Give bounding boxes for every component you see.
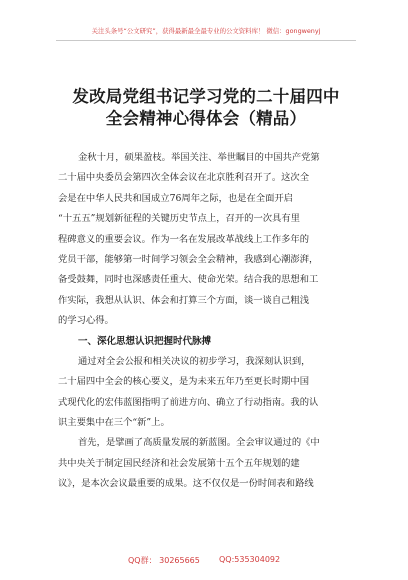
body-text-line: 识主要集中在三个“新”上。 (58, 417, 170, 429)
body-text-line: 共中央关于制定国民经济和社会发展第十五个五年规划的建 (58, 457, 300, 469)
body-text-line: 备受鼓舞，同时也深感责任重大、使命光荣。结合我的思想和工 (58, 274, 319, 286)
body-text-line: 程碑意义的重要会议。作为一名在发展改革战线上工作多年的 (58, 233, 310, 245)
section-heading: 一、深化思想认识把握时代脉搏 (78, 335, 212, 347)
footer-qq-contact: QQ:535304092 (219, 555, 281, 564)
body-text-line: 二十届四中全会的核心要义，是为未来五年乃至更长时期中国 (58, 376, 310, 388)
body-text-line: 党员干部，能够第一时间学习领会全会精神，我感到心潮澎湃， (58, 253, 319, 265)
body-text-line: 通过对全会公报和相关决议的初步学习，我深刻认识到， (78, 355, 311, 367)
document-body (58, 148, 358, 495)
body-text-line: 二十届中央委员会第四次全体会议在北京胜利召开了。这次全 (58, 172, 310, 184)
footer-qq-group: QQ群： 30265665 (128, 556, 200, 565)
body-text-line: 作实际，我想从认识、体会和打算三个方面，谈一谈自己粗浅 (58, 294, 310, 306)
body-text-line: 首先，是擘画了高质量发展的新蓝图。全会审议通过的《中 (78, 437, 320, 449)
body-text-line: 会是在中华人民共和国成立76周年之际，也是在全面开启 (58, 192, 293, 204)
page-footer (56, 555, 356, 571)
document-title-line-2: 全会精神心得体会（精品） (105, 109, 307, 128)
header-notice: 关注头条号“公文研究”，获得最新最全最专业的公文资料库！ 微信：gongwenyj (91, 27, 321, 35)
body-text-line: 的学习心得。 (58, 315, 114, 327)
document-title-line-1: 发改局党组书记学习党的二十届四中 (72, 87, 340, 106)
body-text-line: “十五五”规划新征程的关键历史节点上，召开的一次具有里 (58, 213, 300, 225)
body-text-line: 议》，是本次会议最重要的成果。这不仅仅是一份时间表和路线 (58, 478, 314, 490)
body-text-line: 金秋十月，硕果盈枝。举国关注、举世瞩目的中国共产党第 (78, 152, 320, 163)
body-text-line: 式现代化的宏伟蓝图指明了前进方向、确立了行动指南。我的认 (58, 396, 319, 408)
page-header (56, 14, 356, 41)
